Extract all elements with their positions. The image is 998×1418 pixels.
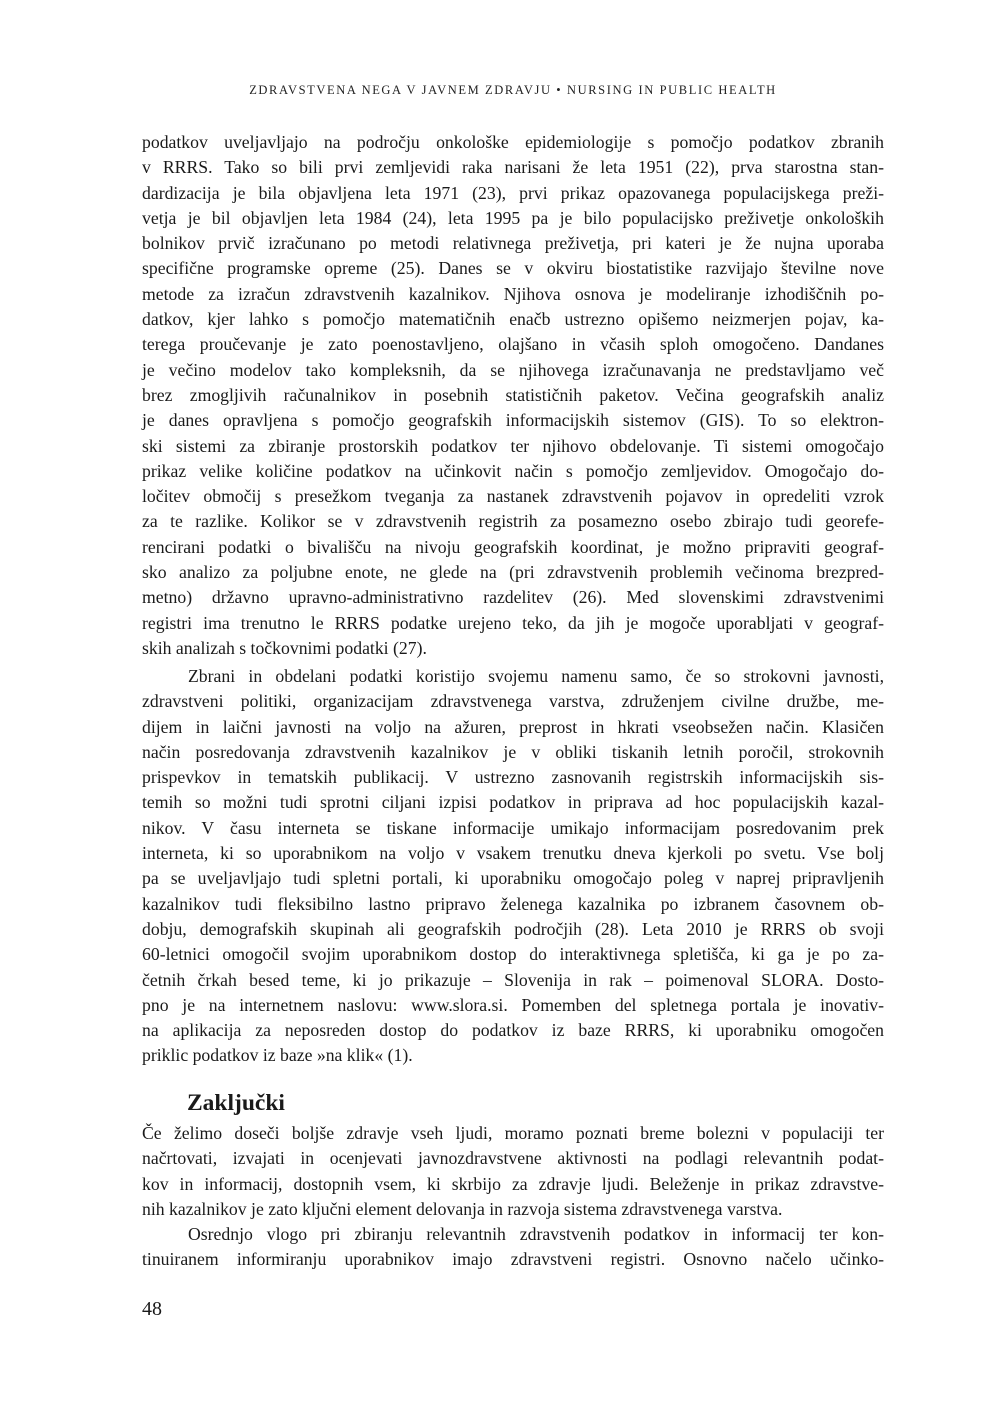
section-heading-conclusions: Zaključki [187, 1090, 285, 1116]
text-line: sko analizo za poljubne enote, ne glede na (pri zdravstvenih problemih večinoma brezpred- [142, 562, 884, 583]
text-line: vetja je bil objavljen leta 1984 (24), leta 1995 pa je bilo populacijsko preživetje onkoloških [142, 207, 884, 228]
text-line: Zbrani in obdelani podatki koristijo svojemu namenu samo, če so strokovni javnosti, [188, 666, 884, 686]
text-line: specifične programske opreme (25). Danes se v okviru biostatistike razvijajo številne nove [142, 258, 884, 279]
text-line: priklic podatkov iz baze »na klik« (1). [142, 1045, 413, 1066]
text-line: prispevkov in tematskih publikacij. V ustrezno zasnovanih registrskih informacijskih sis- [142, 767, 884, 788]
text-line: prikaz velike količine podatkov na učinkovit način s pomočjo zemljevidov. Omogočajo do- [142, 460, 884, 481]
text-line: ski sistemi za zbiranje prostorskih podatkov ter njihovo obdelovanje. Ti sistemi omogočajo [142, 435, 884, 456]
text-line: datkov, kjer lahko s pomočjo matematičnih enačb ustrezno opišemo neizmerjen pojav, ka- [142, 309, 884, 330]
text-line: v RRRS. Tako so bili prvi zemljevidi raka narisani že leta 1951 (22), prva starostna stan- [142, 157, 884, 178]
text-line: nih kazalnikov je zato ključni element delovanja in razvoja sistema zdravstvenega varstva. [142, 1198, 783, 1219]
text-line: kazalnikov tudi fleksibilno lastno pripravo želenega kazalnika po izbranem časovnem ob- [142, 893, 884, 914]
text-line: za te razlike. Kolikor se v zdravstvenih registrih za posamezno osebo zbirajo tudi georefe- [142, 511, 884, 532]
paragraph-4 [142, 1222, 884, 1273]
running-header: ZDRAVSTVENA NEGA V JAVNEM ZDRAVJU • NURSING IN PUBLIC HEALTH [249, 83, 777, 97]
text-line: dobju, demografskih skupinah ali geografskih področjih (28). Leta 2010 je RRRS ob svoji [142, 918, 884, 939]
text-line: je danes opravljena s pomočjo geografskih informacijskih sistemov (GIS). To so elektron- [142, 410, 884, 431]
text-line: je večino modelov tako kompleksnih, da se njihovega izračunavanja ne predstavljamo več [142, 359, 884, 380]
text-line: 60-letnici omogočil svojim uporabnikom dostop do interaktivnega spletišča, ki ga je po za- [142, 944, 884, 965]
text-line: brez zmogljivih računalnikov in posebnih statističnih paketov. Večina geografskih analiz [142, 384, 884, 405]
text-line: Če želimo doseči boljše zdravje vseh ljudi, moramo poznati breme bolezni v populaciji ter [142, 1123, 884, 1143]
text-line: ločitev območij s presežkom tveganja za nastanek zdravstvenih pojavov in opredeliti vzrok [142, 486, 884, 507]
text-line: nikov. V času interneta se tiskane informacije umikajo informacijam posredovanim prek [142, 817, 884, 838]
text-line: na aplikacija za neposreden dostop do podatkov iz baze RRRS, ki uporabniku omogočen [142, 1020, 884, 1041]
text-line: dijem in laični javnosti na voljo na ažuren, preprost in hkrati vseobsežen način. Klasičen [142, 716, 884, 737]
text-line: tinuiranem informiranju uporabnikov imajo zdravstveni registri. Osnovno načelo učinko- [142, 1249, 884, 1270]
text-line: metno) državno upravno-administrativno razdelitev (26). Med slovenskimi zdravstvenimi [142, 587, 884, 608]
text-line: temih so možni tudi sprotni ciljani izpisi podatkov in priprava ad hoc populacijskih kazal- [142, 792, 884, 813]
paragraph-2 [142, 664, 884, 1069]
text-line: zdravstveni politiki, organizacijam zdravstvenega varstva, združenjem civilne družbe, me- [142, 691, 884, 712]
text-line: dardizacija je bila objavljena leta 1971 (23), prvi prikaz opazovanega populacijskega preži- [142, 182, 884, 203]
paragraph-3 [142, 1121, 884, 1222]
text-line: pa se uveljavljajo tudi spletni portali, ki uporabniku omogočajo poleg v naprej pripravljenih [142, 868, 884, 889]
text-line: Osrednjo vlogo pri zbiranju relevantnih zdravstvenih podatkov in informacij ter kon- [188, 1224, 884, 1244]
page-number: 48 [142, 1298, 162, 1320]
text-line: pno je na internetnem naslovu: www.slora.si. Pomemben del spletnega portala je inovativ- [142, 994, 884, 1015]
text-line: registri ima trenutno le RRRS podatke urejeno teko, da jih je mogoče uporabljati v geograf- [142, 612, 884, 633]
text-line: rencirani podatki o bivališču na nivoju geografskih koordinat, je možno pripraviti geograf- [142, 536, 884, 557]
text-line: načrtovati, izvajati in ocenjevati javnozdravstvene aktivnosti na podlagi relevantnih podat- [142, 1148, 884, 1169]
paragraph-1 [142, 130, 884, 661]
text-line: četnih črkah besed teme, ki jo prikazuje – Slovenija in rak – poimenoval SLORA. Dosto- [142, 969, 884, 990]
text-line: kov in informacij, dostopnih vsem, ki skrbijo za zdravje ljudi. Beleženje in prikaz zdravstve- [142, 1173, 884, 1194]
text-line: bolnikov prvič izračunano po metodi relativnega preživetja, pri kateri je že nujna uporaba [142, 233, 884, 254]
text-line: terega proučevanje je zato poenostavljeno, olajšano in včasih sploh omogočeno. Dandanes [142, 334, 884, 355]
text-line: metode za izračun zdravstvenih kazalnikov. Njihova osnova je modeliranje izhodiščnih po- [142, 283, 884, 304]
text-line: način posredovanja zdravstvenih kazalnikov je v obliki tiskanih letnih poročil, strokovnih [142, 741, 884, 762]
text-line: skih analizah s točkovnimi podatki (27). [142, 637, 427, 658]
text-line: interneta, ki so uporabnikom na voljo v vsakem trenutku dneva kjerkoli po svetu. Vse bolj [142, 843, 884, 864]
text-line: podatkov uveljavljajo na področju onkološke epidemiologije s pomočjo podatkov zbranih [142, 132, 884, 152]
